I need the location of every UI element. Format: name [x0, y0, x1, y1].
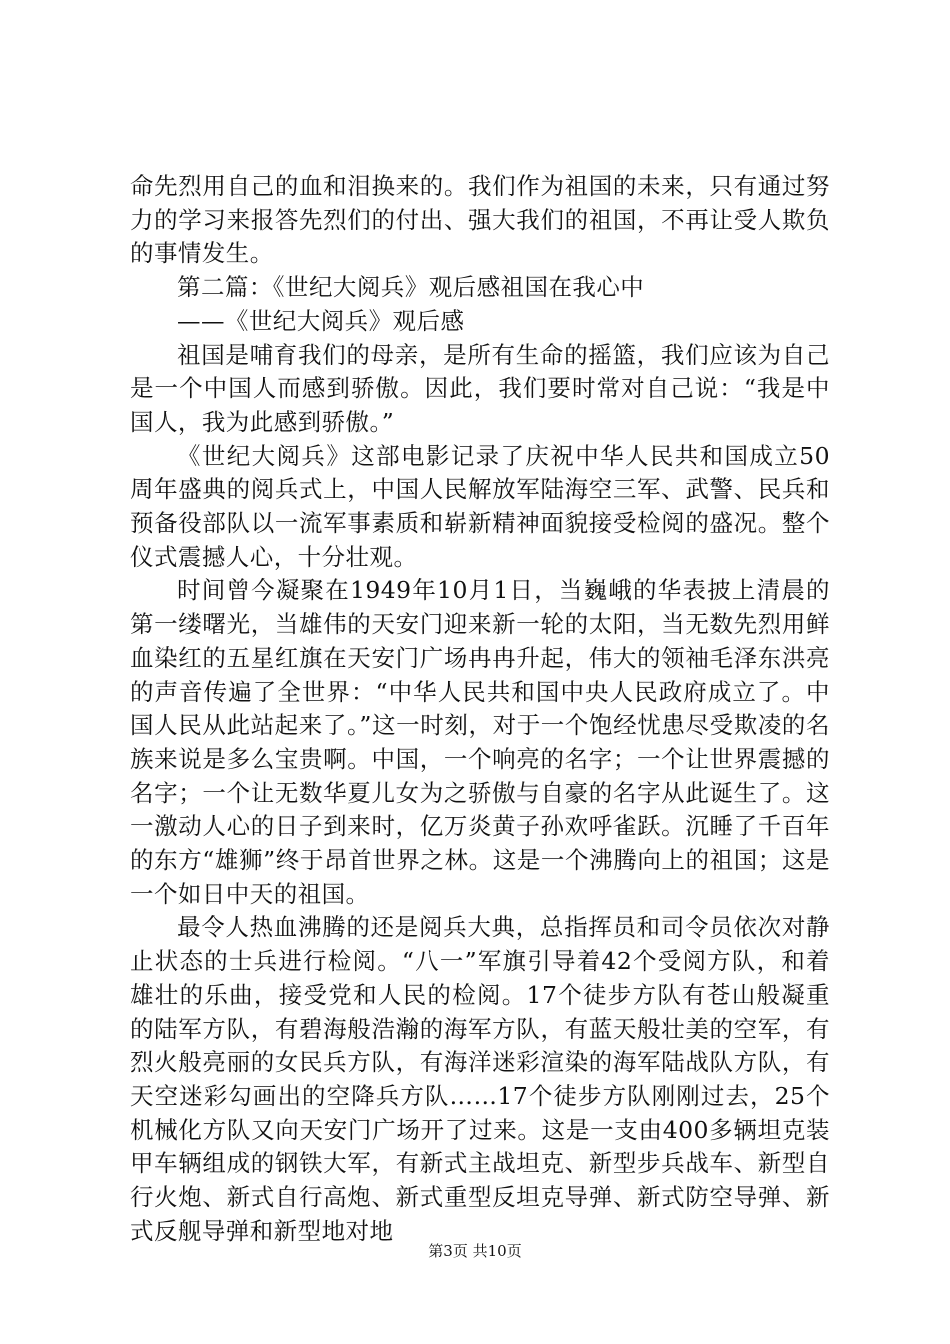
paragraph: 最令人热血沸腾的还是阅兵大典，总指挥员和司令员依次对静止状态的士兵进行检阅。“八一”军旗引导着42个受阅方队，和着雄壮的乐曲，接受党和人民的检阅。17个徒步方队有苍山般凝重的陆军方队，有碧海般浩瀚的海军方队，有蓝天般壮美的空军，有烈火般亮丽的女民兵方队，有海洋迷彩渲染的海军陆战队方队，有天空迷彩勾画出的空降兵方队……17个徒步方队刚刚过去，25个机械化方队又向天安门广场开了过来。这是一支由400多辆坦克装甲车辆组成的钢铁大军，有新式主战坦克、新型步兵战车、新型自行火炮、新式自行高炮、新式重型反坦克导弹、新式防空导弹、新式反舰导弹和新型地对地 [130, 913, 830, 1245]
section-subheading: ——《世纪大阅兵》观后感 [177, 306, 465, 335]
paragraph-continuation: 命先烈用自己的血和泪换来的。我们作为祖国的未来，只有通过努力的学习来报答先烈们的付出、强大我们的祖国，不再让受人欺负的事情发生。 [130, 172, 830, 268]
page-number-footer: 第3页 共10页 [428, 1242, 522, 1260]
paragraph: 祖国是哺育我们的母亲，是所有生命的摇篮，我们应该为自己是一个中国人而感到骄傲。因此，我们要时常对自己说：“我是中国人，我为此感到骄傲。” [130, 340, 830, 436]
paragraph: 时间曾今凝聚在1949年10月1日，当巍峨的华表披上清晨的第一缕曙光，当雄伟的天安门迎来新一轮的太阳，当无数先烈用鲜血染红的五星红旗在天安门广场冉冉升起，伟大的领袖毛泽东洪亮的声音传遍了全世界：“中华人民共和国中央人民政府成立了。中国人民从此站起来了。”这一时刻，对于一个饱经忧患尽受欺凌的名族来说是多么宝贵啊。中国，一个响亮的名字；一个让世界震撼的名字；一个让无数华夏儿女为之骄傲与自豪的名字从此诞生了。这一激动人心的日子到来时，亿万炎黄子孙欢呼雀跃。沉睡了千百年的东方“雄狮”终于昂首世界之林。这是一个沸腾向上的祖国；这是一个如日中天的祖国。 [130, 576, 830, 908]
document-body [130, 170, 830, 1249]
section-heading: 第二篇：《世纪大阅兵》观后感祖国在我心中 [177, 273, 645, 302]
paragraph: 《世纪大阅兵》这部电影记录了庆祝中华人民共和国成立50周年盛典的阅兵式上，中国人民解放军陆海空三军、武警、民兵和预备役部队以一流军事素质和崭新精神面貌接受检阅的盛况。整个仪式震撼人心，十分壮观。 [130, 441, 830, 571]
